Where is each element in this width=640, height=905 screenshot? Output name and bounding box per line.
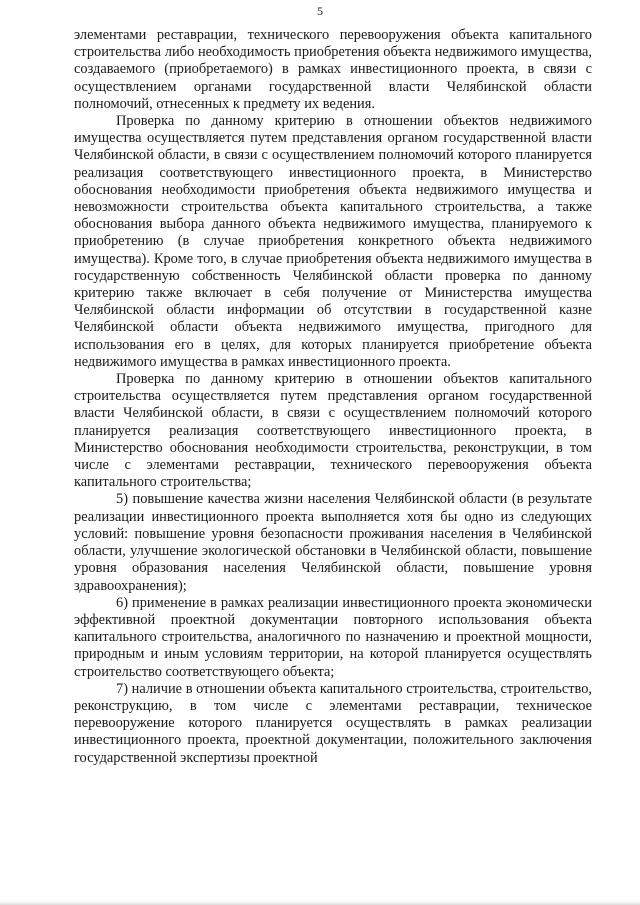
criterion-item-6: 6) применение в рамках реализации инвестиционного проекта экономически эффективной проектной документации повторного использования объекта капитального строительства, аналогичного по назначению и проектной мощности, природным и иным условиям территории, на которой планируется осуществлять строительство соответствующего объекта; <box>74 594 592 680</box>
criterion-item-5: 5) повышение качества жизни населения Челябинской области (в результате реализации инвестиционного проекта выполняется хотя бы одно из следующих условий: повышение уровня безопасности проживания населения в Челябинской области, улучшение экологической обстановки в Челябинской области, повышение уровня образования населения Челябинской области, повышение уровня здравоохранения); <box>74 491 592 594</box>
paragraph-real-estate-check: Проверка по данному критерию в отношении объектов недвижимого имущества осуществляется путем представления органом государственной власти Челябинской области, в связи с осуществлением полномочий которого планируется реализация соответствующего инвестиционного проекта, в Министерство обоснования необходимости приобретения объекта недвижимого имущества и невозможности строительства объекта капитального строительства, а также обоснования выбора данного объекта недвижимого имущества, планируемого к приобретению (в случае приобретения конкретного объекта недвижимого имущества). Кроме того, в случае приобретения объекта недвижимого имущества в государственную собственность Челябинской области проверка по данному критерию также включает в себя получение от Министерства имущества Челябинской области информации об отсутствии в государственной казне Челябинской области объекта недвижимого имущества, пригодного для использования его в целях, для которых планируется приобретение объекта недвижимого имущества в рамках инвестиционного проекта. <box>74 113 592 370</box>
paragraph-capital-construction-check: Проверка по данному критерию в отношении объектов капитального строительства осуществляется путем представления органом государственной власти Челябинской области, в связи с осуществлением полномочий которого планируется реализация соответствующего инвестиционного проекта, в Министерство обоснования необходимости строительства, реконструкции, в том числе с элементами реставрации, технического перевооружения объекта капитального строительства; <box>74 371 592 491</box>
scan-bottom-edge <box>0 901 640 905</box>
criterion-item-7: 7) наличие в отношении объекта капитального строительства, строительство, реконструкцию, в том числе с элементами реставрации, техническое перевооружение которого планируется осуществлять в рамках реализации инвестиционного проекта, проектной документации, положительного заключения государственной экспертизы проектной <box>74 680 592 766</box>
document-body <box>74 27 592 767</box>
paragraph-continuation: элементами реставрации, технического перевооружения объекта капитального строительства либо необходимость приобретения объекта недвижимого имущества, создаваемого (приобретаемого) в рамках инвестиционного проекта, в связи с осуществлением органами государственной власти Челябинской области полномочий, отнесенных к предмету их ведения. <box>74 27 592 112</box>
page-number: 5 <box>317 4 323 18</box>
